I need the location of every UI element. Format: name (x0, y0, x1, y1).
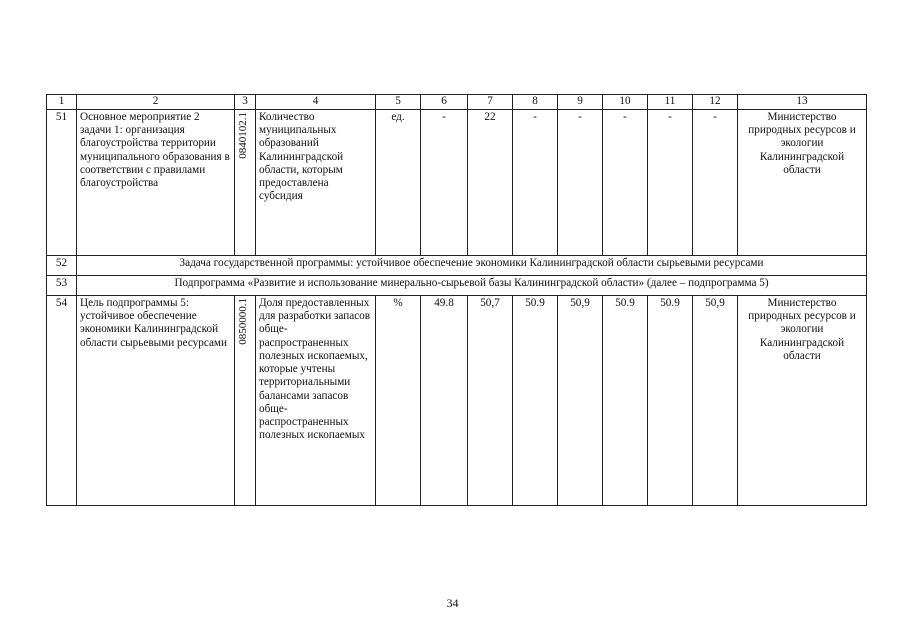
col-header-5: 5 (376, 95, 421, 110)
col-header-12: 12 (693, 95, 738, 110)
budget-code: 0850000.1 (237, 298, 249, 345)
goal-name: Цель подпрограммы 5: устойчивое обеспечение экономики Калининградской области сырьевыми ресурсами (77, 296, 235, 506)
table-row-52 (47, 256, 867, 276)
subprogram-heading: Подпрограмма «Развитие и использование минерально-сырьевой базы Калининградской области» (далее – подпрограмма 5) (77, 276, 867, 296)
indicator-name: Доля предоставленных для разработки запасов обще-распространенных полезных ископаемых, которые учтены территориальными балансами запасов обще-распространенных полезных ископаемых (256, 296, 376, 506)
value-col-9: 50,9 (558, 296, 603, 506)
col-header-1: 1 (47, 95, 77, 110)
value-col-7: 22 (468, 110, 513, 256)
col-header-11: 11 (648, 95, 693, 110)
budget-code-cell (235, 296, 256, 506)
program-task-heading: Задача государственной программы: устойчивое обеспечение экономики Калининградской области сырьевыми ресурсами (77, 256, 867, 276)
unit: % (376, 296, 421, 506)
col-header-3: 3 (235, 95, 256, 110)
activity-name: Основное мероприятие 2 задачи 1: организация благоустройства территории муниципального образования в соответствии с правилами благоустройства (77, 110, 235, 256)
unit: ед. (376, 110, 421, 256)
table-row-54 (47, 296, 867, 506)
indicators-table (46, 94, 867, 506)
page-number: 34 (446, 596, 459, 610)
row-number: 52 (47, 256, 77, 276)
value-col-11: 50.9 (648, 296, 693, 506)
value-col-8: - (513, 110, 558, 256)
col-header-6: 6 (421, 95, 468, 110)
budget-code: 0840102.1 (237, 112, 249, 159)
col-header-10: 10 (603, 95, 648, 110)
indicator-name: Количество муниципальных образований Калининградской области, которым предоставлена субсидия (256, 110, 376, 256)
row-number: 53 (47, 276, 77, 296)
row-number: 51 (47, 110, 77, 256)
value-col-7: 50,7 (468, 296, 513, 506)
row-number: 54 (47, 296, 77, 506)
responsible-agency: Министерство природных ресурсов и экологии Калининградской области (738, 110, 867, 256)
column-number-row (47, 95, 867, 110)
value-col-9: - (558, 110, 603, 256)
value-col-11: - (648, 110, 693, 256)
table-row-53 (47, 276, 867, 296)
budget-code-cell (235, 110, 256, 256)
col-header-13: 13 (738, 95, 867, 110)
col-header-9: 9 (558, 95, 603, 110)
value-col-12: - (693, 110, 738, 256)
value-col-10: - (603, 110, 648, 256)
responsible-agency: Министерство природных ресурсов и экологии Калининградской области (738, 296, 867, 506)
value-col-6: - (421, 110, 468, 256)
col-header-4: 4 (256, 95, 376, 110)
value-col-6: 49.8 (421, 296, 468, 506)
value-col-10: 50.9 (603, 296, 648, 506)
value-col-12: 50,9 (693, 296, 738, 506)
table-row-51 (47, 110, 867, 256)
col-header-7: 7 (468, 95, 513, 110)
value-col-8: 50.9 (513, 296, 558, 506)
col-header-2: 2 (77, 95, 235, 110)
col-header-8: 8 (513, 95, 558, 110)
